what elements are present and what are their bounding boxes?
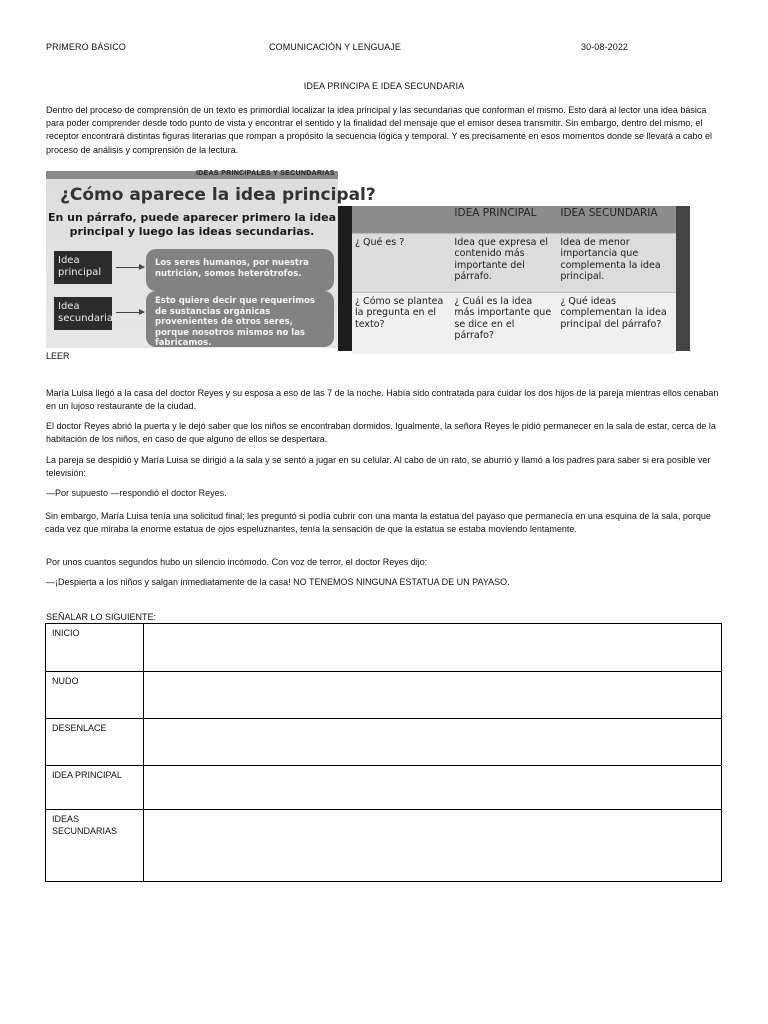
table-header-cell: IDEA PRINCIPAL [451, 206, 557, 233]
table-row [46, 719, 722, 766]
secondary-idea-example: Esto quiere decir que requerimos de sustancias orgánicas provenientes de otros seres, porque nosotros mismos no las fabricamos. [146, 291, 334, 347]
answer-label-cell [46, 719, 144, 766]
answer-label: IDEAS [52, 814, 80, 824]
story-paragraph: —Por supuesto —respondió el doctor Reyes. [46, 488, 227, 498]
answer-label-cell [46, 624, 144, 672]
answer-field[interactable] [144, 624, 722, 672]
image-subtitle [46, 211, 338, 239]
image-band-text: IDEAS PRINCIPALES Y SECUNDARIAS [196, 170, 335, 177]
table-row [46, 810, 722, 882]
answer-label-cell [46, 810, 144, 882]
answer-table [45, 623, 722, 882]
main-idea-box-line1: Idea [58, 255, 80, 266]
secondary-idea-box [54, 297, 112, 330]
section-label: SEÑALAR LO SIGUIENTE: [46, 612, 157, 622]
subject-label: COMUNICACIÓN Y LENGUAJE [269, 42, 401, 52]
table-cell: Idea de menor importancia que complementa la idea principal. [557, 233, 676, 292]
secondary-idea-box-line1: Idea [58, 301, 80, 312]
main-idea-box-line2: principal [58, 267, 102, 278]
image-question: ¿Cómo aparece la idea principal? [60, 185, 376, 205]
answer-label: NUDO [52, 676, 79, 686]
table-row [46, 766, 722, 810]
image-subtitle-line1: En un párrafo, puede aparecer primero la idea [47, 211, 337, 224]
table-header-cell: IDEA SECUNDARIA [557, 206, 676, 233]
date-label: 30-08-2022 [581, 42, 629, 52]
table-header-row [352, 206, 676, 233]
answer-field[interactable] [144, 719, 722, 766]
table-cell: ¿ Qué ideas complementan la idea principal del párrafo? [557, 292, 676, 354]
answer-field[interactable] [144, 810, 722, 882]
read-label: LEER [46, 351, 70, 361]
answer-field[interactable] [144, 672, 722, 719]
image-border-right [676, 206, 690, 351]
page-header [46, 42, 636, 56]
story-paragraph: El doctor Reyes abrió la puerta y le dejó saber que los niños se encontraban dormidos. Igualmente, la señora Reyes le pidió permanecer en la sala de estar, cerca de la habitación de los niños, en caso de que alguno de ellos se despertara. [46, 421, 716, 445]
table-cell: ¿ Cómo se plantea la pregunta en el texto? [352, 292, 451, 354]
story-paragraph: María Luisa llegó a la casa del doctor Reyes y su esposa a eso de las 7 de la noche. Había sido contratada para cuidar los dos hijos de la pareja mientras ellos cenaban en un lujoso restaurante de la ciudad. [46, 388, 719, 412]
idea-comparison-table-image [338, 206, 690, 351]
story-paragraph: La pareja se despidió y María Luisa se dirigió a la sala y se sentó a jugar en su celular. Al cabo de un rato, se aburrió y llamó a los padres para saber si era posible ver televisión: [46, 455, 711, 479]
answer-label: IDEA PRINCIPAL [52, 770, 122, 780]
story-paragraph: —¡Despierta a los niños y salgan inmediatamente de la casa! NO TENEMOS NINGUNA ESTATUA DE UN PAYASO. [46, 577, 510, 587]
table-row [46, 624, 722, 672]
secondary-idea-box-line2: secundaria [58, 313, 114, 324]
document-title: IDEA PRINCIPA E IDEA SECUNDARIA [303, 81, 465, 91]
story-paragraph: Por unos cuantos segundos hubo un silencio incómodo. Con voz de terror, el doctor Reyes dijo: [46, 557, 428, 567]
answer-label: INICIO [52, 628, 80, 638]
answer-label-cell [46, 672, 144, 719]
image-subtitle-line2: principal y luego las ideas secundarias. [69, 225, 315, 238]
answer-field[interactable] [144, 766, 722, 810]
table-cell: ¿ Qué es ? [352, 233, 451, 292]
main-idea-example: Los seres humanos, por nuestra nutrición, somos heterótrofos. [146, 249, 334, 291]
main-idea-box [54, 251, 112, 284]
arrow-icon [116, 267, 144, 268]
main-idea-diagram-image [46, 170, 376, 348]
table-row [352, 292, 676, 354]
story-paragraph: Sin embargo, María Luisa tenía una solicitud final; les preguntó si podía cubrir con una manta la estatua del payaso que permanecía en una esquina de la sala, porque cada vez que miraba la enorme estatua de ojos espeluznantes, tenía la sensación de que la estatua se estaba moviendo lentamente. [45, 511, 711, 535]
table-header-cell [352, 206, 451, 233]
image-border-left [338, 206, 352, 351]
answer-label-line2: SECUNDARIAS [52, 826, 118, 836]
answer-label: DESENLACE [52, 723, 107, 733]
table-row [46, 672, 722, 719]
answer-label-cell [46, 766, 144, 810]
table-row [352, 233, 676, 292]
intro-paragraph: Dentro del proceso de comprensión de un texto es primordial localizar la idea principal y las secundarias que conforman el mismo. Esto dará al lector una idea básica para poder comprender desde todo punto de vista y encontrar el sentido y la finalidad del mensaje que el emisor desea transmitir. Sin embargo, dentro del mismo, el receptor encontrará distintas figuras literarias que rompan a propósito la secuencia lógica y temporal. Y es precisamente en esos momentos donde se llevará a cabo el proceso de análisis y comprensión de la lectura. [46, 105, 713, 155]
grade-label: PRIMERO BÁSICO [46, 42, 126, 52]
arrow-icon [116, 312, 144, 313]
table-cell: ¿ Cuál es la idea más importante que se dice en el párrafo? [451, 292, 557, 354]
table-cell: Idea que expresa el contenido más importante del párrafo. [451, 233, 557, 292]
idea-comparison-table [352, 206, 676, 354]
